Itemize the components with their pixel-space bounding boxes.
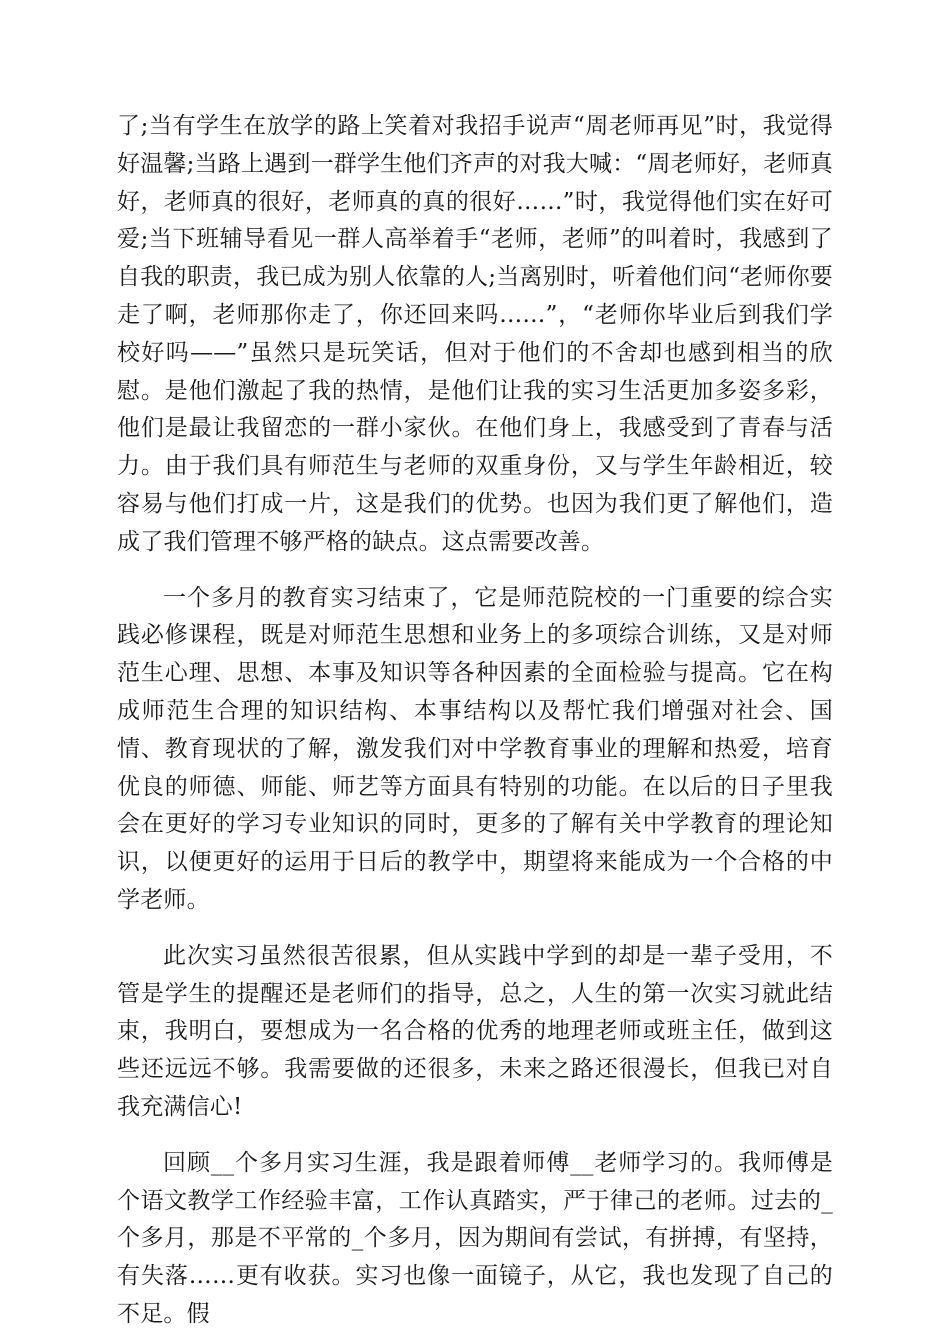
paragraph-1: 了;当有学生在放学的路上笑着对我招手说声“周老师再见”时，我觉得好温馨;当路上遇到一群学生他们齐声的对我大喊：“周老师好，老师真好，老师真的很好，老师真的真的很好……”时，我觉得他们实在好可爱;当下班辅导看见一群人高举着手“老师，老师”的叫着时，我感到了自我的职责，我已成为别人依靠的人;当离别时，听着他们问“老师你要走了啊，老师那你走了，你还回来吗……”，“老师你毕业后到我们学校好吗——”虽然只是玩笑话，但对于他们的不舍却也感到相当的欣慰。是他们激起了我的热情，是他们让我的实习生活更加多姿多彩，他们是最让我留恋的一群小家伙。在他们身上，我感受到了青春与活力。由于我们具有师范生与老师的双重身份，又与学生年龄相近，较容易与他们打成一片，这是我们的优势。也因为我们更了解他们，造成了我们管理不够严格的缺点。这点需要改善。 <box>117 113 833 555</box>
paragraph-3: 此次实习虽然很苦很累，但从实践中学到的却是一辈子受用，不管是学生的提醒还是老师们的指导，总之，人生的第一次实习就此结束，我明白，要想成为一名合格的优秀的地理老师或班主任，做到这些还远远不够。我需要做的还很多，未来之路还很漫长，但我已对自我充满信心! <box>117 942 833 1120</box>
document-body <box>117 108 833 1334</box>
paragraph-2: 一个多月的教育实习结束了，它是师范院校的一门重要的综合实践必修课程，既是对师范生思想和业务上的多项综合训练，又是对师范生心理、思想、本事及知识等各种因素的全面检验与提高。它在构成师范生合理的知识结构、本事结构以及帮忙我们增强对社会、国情、教育现状的了解，激发我们对中学教育事业的理解和热爱，培育优良的师德、师能、师艺等方面具有特别的功能。在以后的日子里我会在更好的学习专业知识的同时，更多的了解有关中学教育的理论知识，以便更好的运用于日后的教学中，期望将来能成为一个合格的中学老师。 <box>117 584 833 913</box>
paragraph-4: 回顾__个多月实习生涯，我是跟着师傅__老师学习的。我师傅是个语文教学工作经验丰富，工作认真踏实，严于律己的老师。过去的_个多月，那是不平常的_个多月，因为期间有尝试，有拼搏，有坚持，有失落……更有收获。实习也像一面镜子，从它，我也发现了自己的不足。假 <box>117 1149 833 1327</box>
